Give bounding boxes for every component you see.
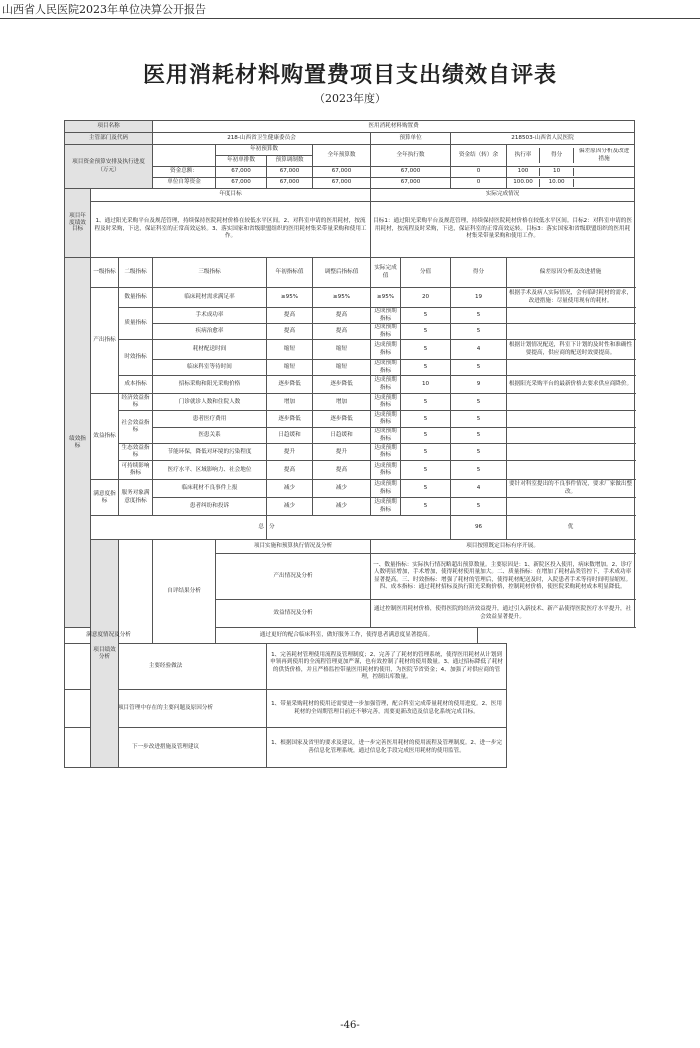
reason-value — [507, 498, 635, 516]
col-reason: 偏差原因分析及改进措施 — [578, 147, 630, 162]
budget-value: 67,000 — [267, 178, 313, 189]
table-row — [65, 308, 635, 324]
actual-value: 达成预期指标 — [371, 360, 401, 376]
table-row — [65, 121, 635, 133]
l3-item: 临床科室等待时间 — [153, 360, 267, 376]
analysis-label: 项目实施和预算执行情况及分析 — [216, 540, 371, 554]
goal-header: 年度目标 — [91, 189, 371, 202]
adjusted-value: 提升 — [313, 444, 371, 461]
budget-value: 0 — [451, 178, 507, 189]
budget-value: 67,000 — [313, 167, 371, 178]
target-value: 缩短 — [267, 360, 313, 376]
budget-sub-header — [507, 148, 634, 163]
target-value: 提高 — [267, 308, 313, 324]
l2-ecology: 生态效益指标 — [119, 444, 153, 461]
target-value: 缩短 — [267, 340, 313, 360]
reason-value — [507, 394, 635, 411]
adjusted-value: 提高 — [313, 461, 371, 480]
analysis-section-label: 项目绩效分析 — [91, 540, 119, 768]
l2-economic: 经济效益指标 — [119, 394, 153, 411]
actual-header: 实际完成情况 — [371, 189, 635, 202]
l2-sustainable: 可持续影响指标 — [119, 461, 153, 480]
analysis-text: 通过更好的配合临床科室，做好服务工作，使得患者满意度显著提高。 — [216, 628, 478, 644]
target-value: 提高 — [267, 461, 313, 480]
target-value: ≥95% — [267, 288, 313, 308]
budget-value: 67,000 — [267, 167, 313, 178]
l1-satisfaction: 满意度指标 — [91, 480, 119, 516]
l2-timeliness: 时效指标 — [119, 340, 153, 376]
budget-rate-score-cells — [507, 179, 634, 187]
table-row — [65, 628, 635, 644]
budget-rate-score — [507, 167, 635, 178]
actual-text: 目标1：通过阳光采购平台及规范管理，持续保持医院耗材价格在较低水平区间。目标2：对科室申请的医用耗材，按流程及时采购，下送，保证科室的正常高效运转。目标3：落实国家和省级联盟组织的医用耗材集采带量采购和使用工作。 — [371, 202, 635, 258]
analysis-text: 通过控制医用耗材价格，使得医院的经济效益提升，通过引入新技术、新产品使得医院医疗水平提升，社会效益显著提升。 — [371, 600, 635, 628]
col-rate-score-reason — [507, 145, 635, 167]
score-value: 5 — [451, 360, 507, 376]
col-adjusted: 预算调制数 — [267, 156, 313, 167]
experience-text: 1、完善耗材管理使用流程及管理制度；2、完善了了耗材的管理系统，使得医用耗材从计划到申领再到使用的全流程管理更加严谨，也有效控制了耗材的使用数量。3、通过招标降低了耗材的供货价格，并且严格监控带量医用耗材的使用，为医院节省资金；4、加强了对供应商的管理，控制出库数量。 — [267, 644, 507, 690]
col-annual: 年初预算数 — [216, 145, 313, 156]
hdr-score: 得分 — [451, 258, 507, 288]
reason-value — [507, 308, 635, 324]
weight-value: 20 — [401, 288, 451, 308]
adjusted-value: 缩短 — [313, 340, 371, 360]
indicators-section-label: 绩效指标 — [65, 258, 91, 628]
col-full: 全年预算数 — [313, 145, 371, 167]
adjusted-value: 日趋缓和 — [313, 428, 371, 444]
l2-social: 社会效益指标 — [119, 411, 153, 444]
actual-value: 达成预期指标 — [371, 411, 401, 428]
adjusted-value: 逐步降低 — [313, 411, 371, 428]
score-value: 19 — [451, 288, 507, 308]
weight-value: 5 — [401, 444, 451, 461]
next-label: 下一步改进措施及管理建议 — [65, 728, 267, 768]
adjusted-value: 减少 — [313, 480, 371, 498]
analysis-label: 满意度情况及分析 — [65, 628, 153, 644]
analysis-label: 产出情况及分析 — [216, 554, 371, 600]
l3-item: 疾病治愈率 — [153, 324, 267, 340]
target-value: 逐步降低 — [267, 411, 313, 428]
l3-item: 节能环保，降低对环境的污染程度 — [153, 444, 267, 461]
table-row — [65, 258, 635, 288]
budget-value: 67,000 — [371, 167, 451, 178]
l3-item: 患者纠纷和投诉 — [153, 498, 267, 516]
l3-item: 手术成功率 — [153, 308, 267, 324]
table-row — [65, 202, 635, 258]
target-value: 增加 — [267, 394, 313, 411]
weight-value: 10 — [401, 376, 451, 394]
reason-value: 根据计划情况配送，科室下计划的及时性和准确性要提高，供应商的配送时效要提高。 — [507, 340, 635, 360]
budget-score: 10.00 — [539, 179, 573, 187]
table-row — [65, 411, 635, 428]
budget-rate-score — [507, 178, 635, 189]
dept-label: 主管部门及代码 — [65, 133, 153, 145]
score-value: 9 — [451, 376, 507, 394]
col-start: 年初单排数 — [216, 156, 267, 167]
weight-value: 5 — [401, 308, 451, 324]
l3-item: 临床耗材不良事件上报 — [153, 480, 267, 498]
budget-rate: 100.00 — [507, 179, 539, 187]
header-divider — [0, 18, 700, 19]
reason-value — [507, 461, 635, 480]
l2-cost: 成本指标 — [119, 376, 153, 394]
adjusted-value: 缩短 — [313, 360, 371, 376]
hdr-l3: 三级指标 — [153, 258, 267, 288]
weight-value: 5 — [401, 428, 451, 444]
col-balance: 资金结（转）余 — [451, 145, 507, 167]
l1-benefit: 效益指标 — [91, 394, 119, 480]
table-row — [65, 189, 635, 202]
target-value: 减少 — [267, 498, 313, 516]
budget-blank — [153, 145, 216, 167]
budget-score: 10 — [539, 168, 573, 176]
project-name: 医用消耗材料购置费 — [153, 121, 635, 133]
project-name-label: 项目名称 — [65, 121, 153, 133]
target-value: 减少 — [267, 480, 313, 498]
table-row — [65, 516, 635, 540]
table-row — [65, 288, 635, 308]
budget-total-label: 资金总额： — [153, 167, 216, 178]
score-value: 5 — [451, 498, 507, 516]
problems-text: 1、带量采购耗材的使用还需要进一步加强管理，配合科室完成带量耗材的使用进度。2、医用耗材的全周期管理目前还不够完善，需要更新改造及信息化系统完成目标。 — [267, 690, 507, 728]
budget-value: 0 — [451, 167, 507, 178]
reason-value — [507, 324, 635, 340]
total-grade: 优 — [507, 516, 635, 540]
dept-value: 218-山西省卫生健康委员会 — [153, 133, 371, 145]
hdr-actual: 实际完成值 — [371, 258, 401, 288]
table-row — [65, 728, 635, 768]
budget-rate-score-cells — [507, 168, 634, 176]
page-title: 医用消耗材料购置费项目支出绩效自评表 — [142, 63, 557, 88]
actual-value: 达成预期指标 — [371, 461, 401, 480]
table-row — [65, 133, 635, 145]
adjusted-value: ≥95% — [313, 288, 371, 308]
adjusted-value: 逐步降低 — [313, 376, 371, 394]
reason-value — [507, 411, 635, 428]
analysis-text: 项目按照既定目标有序开展。 — [371, 540, 635, 554]
adjusted-value: 提高 — [313, 324, 371, 340]
goal-text: 1、通过阳光采购平台及规范管理，持续保持医院耗材价格在较低水平区间。2、对科室申请的医用耗材，按流程及时采购，下送，保证科室的正常高效运转。3、落实国家和省级联盟组织的医用耗材集采带量采购和使用工作。 — [91, 202, 371, 258]
budget-value: 67,000 — [313, 178, 371, 189]
self-eval-label: 自评结果分析 — [153, 540, 216, 644]
reason-value: 根据阳光采购平台的最新价格去要求供应商降价。 — [507, 376, 635, 394]
experience-label: 主要经验做法 — [65, 644, 267, 690]
annual-goal-label: 项目年度绩效目标 — [65, 189, 91, 258]
page-subtitle: （2023年度） — [314, 92, 386, 105]
actual-value: 达成预期指标 — [371, 428, 401, 444]
l2-service: 服务对象满意度指标 — [119, 480, 153, 516]
budget-reason-blank — [574, 168, 634, 176]
l3-item: 招标采购和阳光采购价格 — [153, 376, 267, 394]
target-value: 提高 — [267, 324, 313, 340]
adjusted-value: 提高 — [313, 308, 371, 324]
col-rate: 执行率 — [507, 148, 539, 163]
l1-output: 产出指标 — [91, 288, 119, 394]
reason-value — [507, 444, 635, 461]
weight-value: 5 — [401, 360, 451, 376]
score-value: 5 — [451, 411, 507, 428]
budget-value: 67,000 — [216, 178, 267, 189]
analysis-label: 效益情况及分析 — [216, 600, 371, 628]
col-exec: 全年执行数 — [371, 145, 451, 167]
actual-value: 达成预期指标 — [371, 480, 401, 498]
actual-value: 达成预期指标 — [371, 394, 401, 411]
l3-item: 患者医疗费用 — [153, 411, 267, 428]
page-number: -46- — [340, 1020, 360, 1031]
table-row — [65, 340, 635, 360]
target-value: 提升 — [267, 444, 313, 461]
reason-value — [507, 360, 635, 376]
hdr-weight: 分值 — [401, 258, 451, 288]
l3-item: 医患关系 — [153, 428, 267, 444]
table-row — [65, 540, 635, 554]
reason-value: 根据手术及病人实际情况，会有临时耗材的需求，改进措施：尽量使用现有的耗材。 — [507, 288, 635, 308]
table-row — [65, 461, 635, 480]
budget-reason-blank — [574, 179, 634, 187]
reason-value — [507, 428, 635, 444]
actual-value: 达成预期指标 — [371, 498, 401, 516]
table-row — [65, 444, 635, 461]
l3-item: 门诊就诊人数和住院人数 — [153, 394, 267, 411]
table-row — [65, 376, 635, 394]
adjusted-value: 增加 — [313, 394, 371, 411]
weight-value: 5 — [401, 340, 451, 360]
total-label-2: 分 — [267, 516, 451, 540]
hdr-reason: 偏差原因分析及改进措施 — [507, 258, 635, 288]
report-header-text: 山西省人民医院2023年单位决算公开报告 — [2, 3, 206, 16]
reason-value: 要针对科室提出的不良事件情况，要求厂家做出整改。 — [507, 480, 635, 498]
weight-value: 5 — [401, 411, 451, 428]
budget-row-label: 项目资金预算安排及执行进度（万元） — [65, 145, 153, 189]
score-value: 5 — [451, 324, 507, 340]
weight-value: 5 — [401, 498, 451, 516]
weight-value: 5 — [401, 480, 451, 498]
budget-rate: 100 — [507, 168, 539, 176]
actual-value: 达成预期指标 — [371, 324, 401, 340]
budget-self-label: 单位自筹资金 — [153, 178, 216, 189]
col-score: 得分 — [539, 148, 573, 163]
actual-value: 达成预期指标 — [371, 444, 401, 461]
actual-value: ≥95% — [371, 288, 401, 308]
table-row — [65, 145, 635, 156]
hdr-l1: 一级指标 — [91, 258, 119, 288]
impl-label: 预算单位 — [371, 133, 451, 145]
total-score: 96 — [451, 516, 507, 540]
hdr-adjusted: 调整后指标值 — [313, 258, 371, 288]
hdr-l2: 二级指标 — [119, 258, 153, 288]
l3-item: 医疗水平、区域影响力、社会地位 — [153, 461, 267, 480]
score-value: 5 — [451, 461, 507, 480]
l2-quantity: 数量指标 — [119, 288, 153, 308]
weight-value: 5 — [401, 461, 451, 480]
weight-value: 5 — [401, 394, 451, 411]
table-row — [65, 394, 635, 411]
l2-quality: 质量指标 — [119, 308, 153, 340]
actual-value: 达成预期指标 — [371, 376, 401, 394]
l3-item: 临床耗材需求满足率 — [153, 288, 267, 308]
score-value: 4 — [451, 480, 507, 498]
actual-value: 达成预期指标 — [371, 308, 401, 324]
adjusted-value: 减少 — [313, 498, 371, 516]
actual-value: 达成预期指标 — [371, 340, 401, 360]
next-text: 1、根据国家及省里的要求及建议，进一步完善医用耗材的使用流程及管理制度。2、进一步完善信息化管理系统，通过信息化手段完成医用耗材的使用监管。 — [267, 728, 507, 768]
score-value: 5 — [451, 428, 507, 444]
score-value: 5 — [451, 394, 507, 411]
score-value: 4 — [451, 340, 507, 360]
table-row — [65, 644, 635, 690]
table-row — [65, 480, 635, 498]
impl-value: 218503-山西省人民医院 — [451, 133, 635, 145]
target-value: 逐步降低 — [267, 376, 313, 394]
problems-label: 项目管理中存在的主要问题及原因分析 — [65, 690, 267, 728]
total-label: 总 — [91, 516, 267, 540]
evaluation-table — [64, 120, 635, 768]
l3-item: 耗材配送时间 — [153, 340, 267, 360]
budget-value: 67,000 — [216, 167, 267, 178]
hdr-target: 年初指标值 — [267, 258, 313, 288]
weight-value: 5 — [401, 324, 451, 340]
score-value: 5 — [451, 444, 507, 461]
target-value: 日趋缓和 — [267, 428, 313, 444]
table-row — [65, 690, 635, 728]
budget-value: 67,000 — [371, 178, 451, 189]
analysis-text: 一、数量指标：实际执行情况略超出预算数量。主要原因是：1、新院区投入使用，病床数增加。2、诊疗人数明显增加，手术增加，使得耗材使用量加大。二、质量指标：在增加了耗材品类管控下，手术成功率显著提高。三、时效指标：增强了耗材的管理后，使得耗材配送及时，入院患者手术等待时间明显缩短。四、成本指标：通过耗材招标及执行阳光采购价格，控制耗材价格，使医院采购耗材成本明显降低。 — [371, 554, 635, 600]
score-value: 5 — [451, 308, 507, 324]
